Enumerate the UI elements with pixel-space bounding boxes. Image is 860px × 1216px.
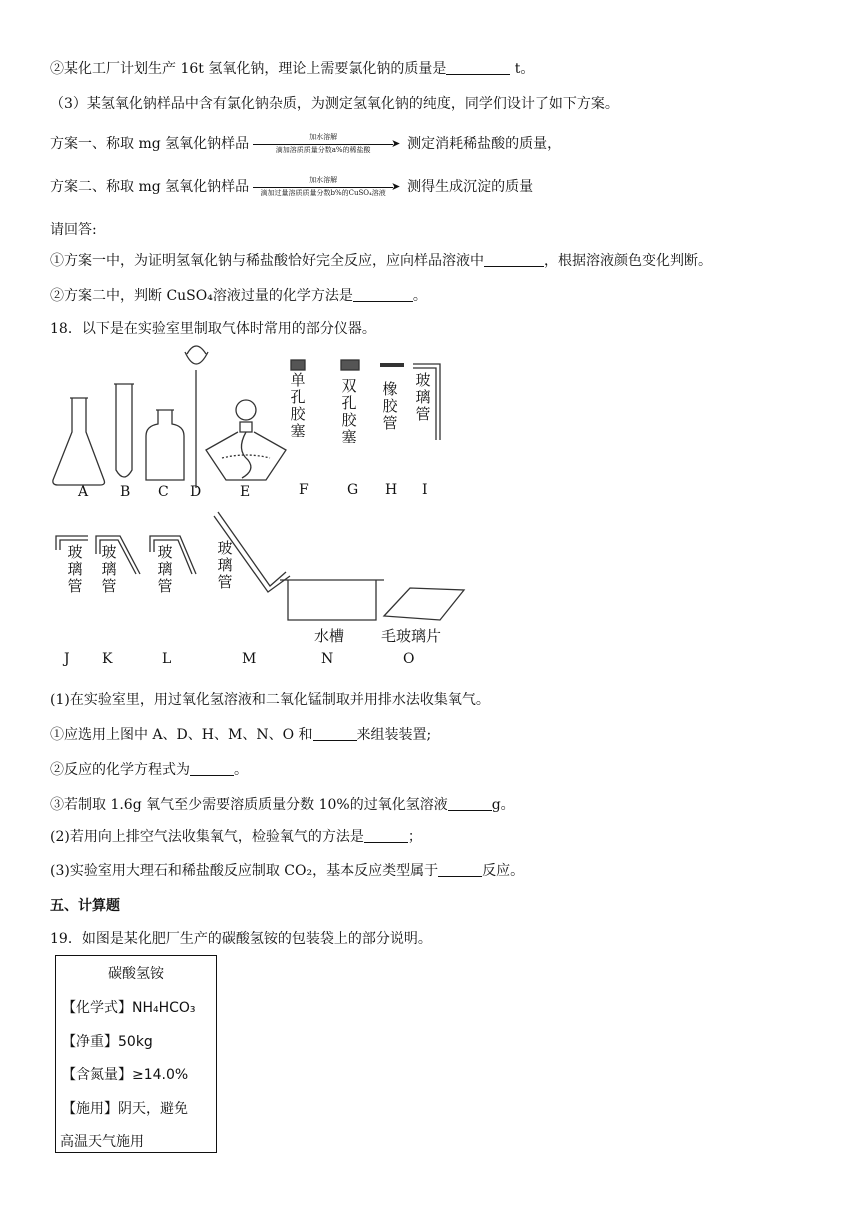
- product-name: 碳酸氢铵: [108, 966, 164, 982]
- label-G: G: [347, 482, 359, 498]
- label-nitrogen-content: 【含氮量】≥14.0%: [62, 1067, 189, 1083]
- q17-line2-text: ②某化工厂计划生产 16t 氢氧化钠，理论上需要氯化钠的质量是: [50, 61, 447, 77]
- plan2-suffix: 测得生成沉淀的质量: [407, 179, 534, 195]
- q17-plan2: [50, 177, 533, 197]
- instrument-name-I: 玻璃管: [415, 371, 431, 423]
- a1-suffix: ，根据溶液颜色变化判断。: [544, 253, 712, 269]
- p1b-text: ②反应的化学方程式为: [50, 762, 190, 778]
- instrument-name-L: 玻璃管: [157, 543, 173, 595]
- label-formula: 【化学式】NH₄HCO₃: [62, 1000, 196, 1016]
- label-O: O: [403, 651, 415, 667]
- label-H: H: [385, 482, 398, 498]
- p2-text: (2)若用向上排空气法收集氧气，检验氧气的方法是: [50, 829, 364, 845]
- instrument-name-N: 水槽: [314, 627, 345, 645]
- section-heading: 五、计算题: [50, 898, 120, 914]
- long-neck-funnel-icon: [185, 346, 208, 488]
- instrument-name-H: 橡胶管: [382, 380, 398, 432]
- q18-p1c: [50, 795, 515, 815]
- label-D: D: [190, 484, 202, 500]
- double-hole-stopper-icon: [341, 360, 359, 370]
- q17-plan1: [50, 134, 561, 154]
- answer-blank[interactable]: [313, 726, 357, 741]
- answer-blank[interactable]: [484, 252, 544, 267]
- q18-p1b: [50, 760, 248, 780]
- p3-suffix: 反应。: [482, 863, 525, 879]
- label-N: N: [321, 651, 334, 667]
- q18-p1: (1)在实验室里，用过氧化氢溶液和二氧化锰制取并用排水法收集氧气。: [50, 692, 490, 708]
- single-hole-stopper-icon: [291, 360, 305, 370]
- label-C: C: [158, 484, 169, 500]
- p1c-suffix: g。: [491, 797, 515, 813]
- arrow-bottom-text: 滴加溶质质量分数a%的稀盐酸: [275, 146, 371, 154]
- p2-suffix: ；: [407, 829, 422, 845]
- answer-blank[interactable]: [438, 862, 482, 877]
- label-E: E: [240, 484, 251, 500]
- label-F: F: [299, 482, 309, 498]
- label-M: M: [242, 651, 257, 667]
- answer-blank[interactable]: [448, 796, 492, 811]
- label-A: A: [78, 484, 89, 500]
- label-J: J: [64, 651, 70, 667]
- label-I: I: [422, 482, 428, 498]
- plan1-suffix: 测定消耗稀盐酸的质量，: [407, 136, 562, 152]
- answer-blank[interactable]: [353, 287, 413, 302]
- answer-blank[interactable]: [446, 60, 510, 75]
- gas-bottle-icon: [146, 410, 184, 480]
- arrow-bottom-text: 滴加过量溶质质量分数b%的CuSO₄溶液: [260, 189, 386, 197]
- reaction-arrow: [253, 134, 403, 154]
- instrument-name-M: 玻璃管: [217, 539, 233, 591]
- product-label: [55, 955, 217, 1153]
- instrument-name-K: 玻璃管: [101, 543, 117, 595]
- answer-blank[interactable]: [364, 828, 408, 843]
- q19-title: 19．如图是某化肥厂生产的碳酸氢铵的包装袋上的部分说明。: [50, 931, 432, 947]
- glass-plate-icon: [384, 588, 464, 620]
- label-B: B: [120, 484, 131, 500]
- q18-p1a: [50, 725, 431, 745]
- plan1-prefix: 方案一、称取 mg 氢氧化钠样品: [50, 136, 250, 152]
- instrument-name-F: 单孔胶塞: [290, 371, 306, 440]
- arrow-head-icon: ➤: [391, 180, 401, 193]
- label-usage-cont: 高温天气施用: [60, 1134, 144, 1150]
- conical-flask-icon: [53, 398, 105, 485]
- instrument-name-O: 毛玻璃片: [381, 627, 442, 645]
- a1-text: ①方案一中，为证明氢氧化钠与稀盐酸恰好完全反应，应向样品溶液中: [50, 253, 484, 269]
- instrument-name-G: 双孔胶塞: [341, 377, 357, 446]
- p1a-suffix: 来组装装置;: [356, 727, 432, 743]
- q17-line2: [50, 59, 534, 79]
- arrow-top-text: 加水溶解: [309, 176, 338, 184]
- q17-line2-suffix: t。: [510, 61, 535, 77]
- q17-a2: [50, 286, 427, 306]
- p1c-text: ③若制取 1.6g 氧气至少需要溶质质量分数 10%的过氧化氢溶液: [50, 797, 448, 813]
- alcohol-lamp-icon: [206, 400, 286, 480]
- plan2-prefix: 方案二、称取 mg 氢氧化钠样品: [50, 179, 250, 195]
- q18-title: 18．以下是在实验室里制取气体时常用的部分仪器。: [50, 321, 376, 337]
- label-net-weight: 【净重】50kg: [62, 1034, 153, 1050]
- p1a-text: ①应选用上图中 A、D、H、M、N、O 和: [50, 727, 313, 743]
- q17-part3: （3）某氢氧化钠样品中含有氯化钠杂质，为测定氢氧化钠的纯度，同学们设计了如下方案。: [50, 96, 619, 112]
- label-K: K: [102, 651, 113, 667]
- p3-text: (3)实验室用大理石和稀盐酸反应制取 CO₂，基本反应类型属于: [50, 863, 439, 879]
- q18-p2: [50, 827, 422, 847]
- arrow-top-text: 加水溶解: [309, 133, 338, 141]
- label-L: L: [162, 651, 172, 667]
- answer-prompt: 请回答:: [50, 222, 97, 238]
- a2-text: ②方案二中，判断 CuSO₄溶液过量的化学方法是: [50, 288, 353, 304]
- instrument-name-J: 玻璃管: [67, 543, 83, 595]
- q17-a1: [50, 251, 712, 271]
- arrow-head-icon: ➤: [391, 137, 401, 150]
- reaction-arrow: [253, 177, 403, 197]
- test-tube-icon: [116, 384, 132, 477]
- p1b-suffix: 。: [234, 762, 248, 778]
- answer-blank[interactable]: [190, 761, 234, 776]
- label-usage: 【施用】阴天，避免: [62, 1101, 188, 1117]
- a2-suffix: 。: [412, 288, 427, 304]
- water-trough-icon: [280, 580, 384, 620]
- q18-p3: [50, 861, 524, 881]
